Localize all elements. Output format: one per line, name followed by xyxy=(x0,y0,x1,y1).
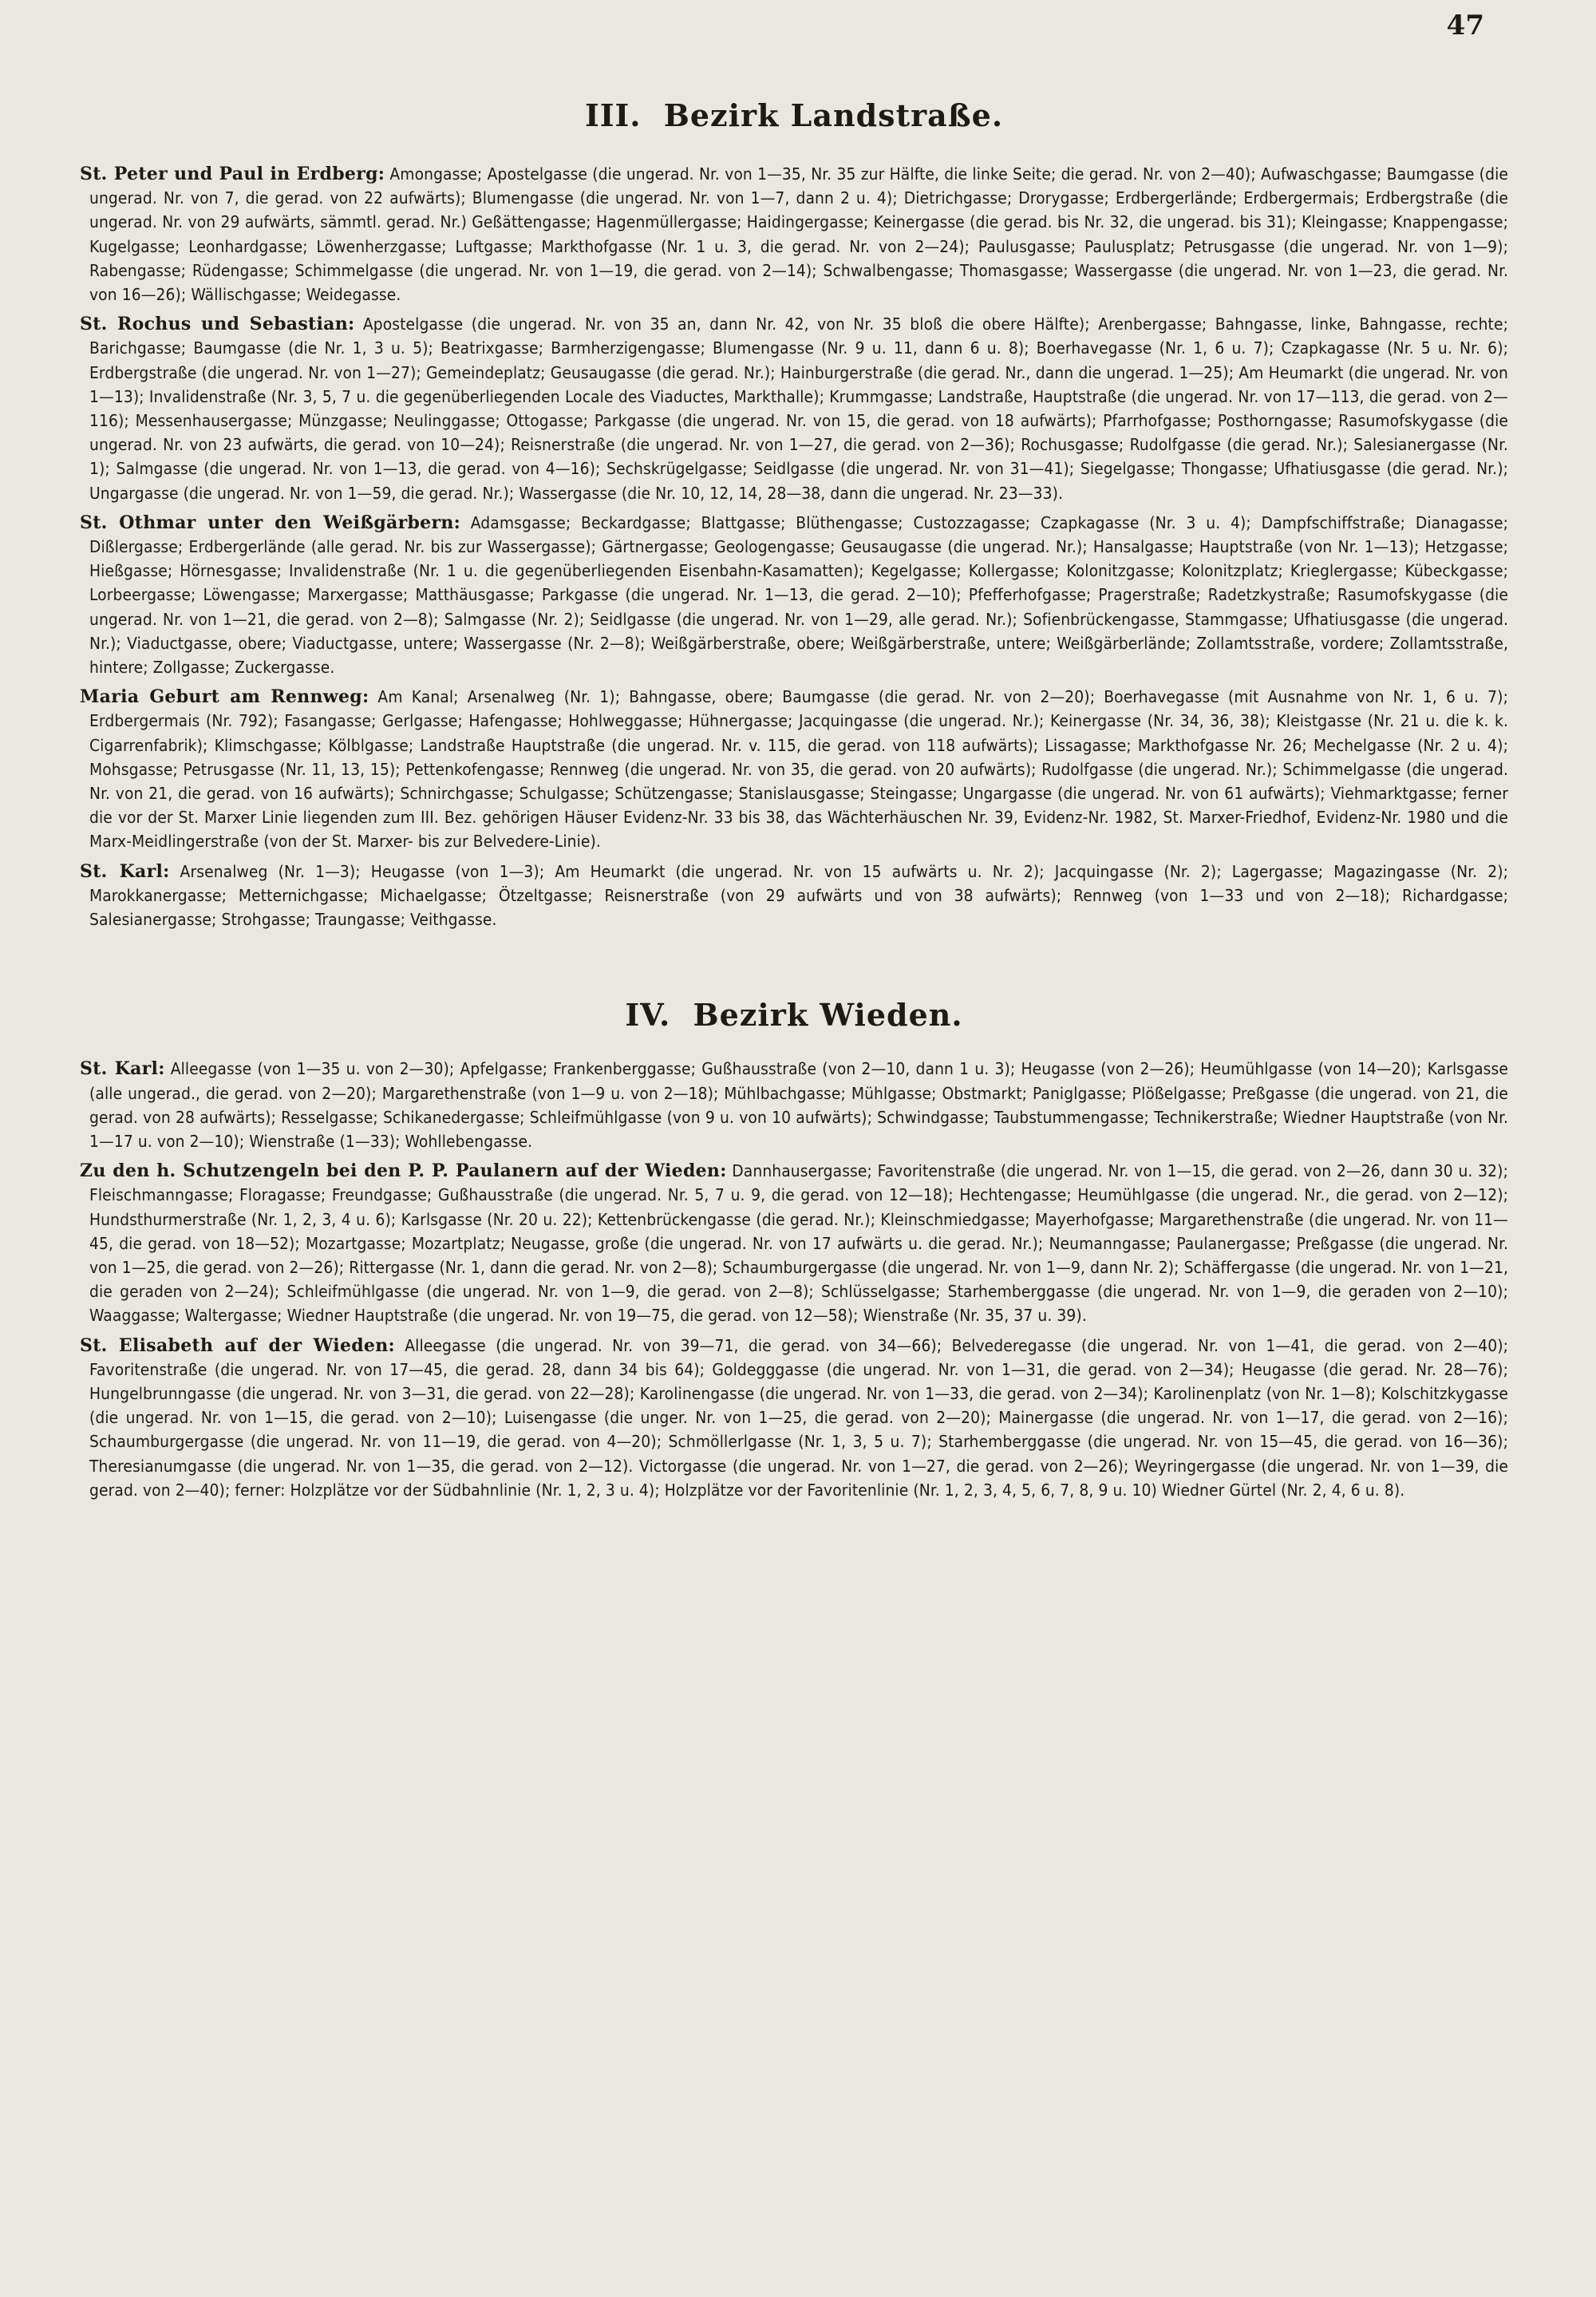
parish-name: Zu den h. Schutzengeln bei den P. P. Paulanern auf der Wieden: xyxy=(80,1160,727,1182)
parish-entry xyxy=(80,312,1508,505)
parish-entry xyxy=(80,1334,1508,1502)
parish-streets: Alleegasse (von 1—35 u. von 2—30); Apfelgasse; Frankenberggasse; Gußhausstraße (von 2—10, dann 1 u. 3); Heugasse (von 2—26); Heumühlgasse (von 14—20); Karlsgasse (alle ungerad., die gerad. von 2—20); Margarethenstraße (von 1—9 u. von 2—18); Mühlbachgasse; Mühlgasse; Obstmarkt; Paniglgasse; Plößelgasse; Preßgasse (die ungerad. von 21, die gerad. von 28 aufwärts); Resselgasse; Schikanedergasse; Schleifmühlgasse (von 9 u. von 10 aufwärts); Schwindgasse; Taubstummengasse; Technikerstraße; Wiedner Hauptstraße (von Nr. 1—17 u. von 2—10); Wienstraße (1—33); Wohllebengasse. xyxy=(89,1059,1508,1151)
parish-entry xyxy=(80,162,1508,306)
parish-entry xyxy=(80,1057,1508,1153)
parish-streets: Amongasse; Apostelgasse (die ungerad. Nr. von 1—35, Nr. 35 zur Hälfte, die linke Seite; die gerad. Nr. von 2—40); Aufwaschgasse; Baumgasse (die ungerad. Nr. von 7, die gerad. von 22 aufwärts); Blumengasse (die ungerad. Nr. von 1—7, dann 2 u. 4); Dietrichgasse; Drorygasse; Erdbergerlände; Erdbergermais; Erdbergstraße (die ungerad. Nr. von 29 aufwärts, sämmtl. gerad. Nr.) Geßättengasse; Hagenmüllergasse; Haidingergasse; Keinergasse (die gerad. bis Nr. 32, die ungerad. bis 31); Kleingasse; Knappengasse; Kugelgasse; Leonhardgasse; Löwenherzgasse; Luftgasse; Markthofgasse (Nr. 1 u. 3, die gerad. Nr. von 2—24); Paulusgasse; Paulusplatz; Petrusgasse (die ungerad. Nr. von 1—9); Rabengasse; Rüdengasse; Schimmelgasse (die ungerad. Nr. von 1—19, die gerad. von 2—14); Schwalbengasse; Thomasgasse; Wassergasse (die ungerad. Nr. von 1—23, die gerad. Nr. von 16—26); Wällischgasse; Weidegasse. xyxy=(89,164,1508,305)
parish-name: St. Peter und Paul in Erdberg: xyxy=(80,164,385,184)
parish-entry xyxy=(80,1159,1508,1327)
parish-entry xyxy=(80,685,1508,853)
parish-streets: Alleegasse (die ungerad. Nr. von 39—71, die gerad. von 34—66); Belvederegasse (die ungerad. Nr. von 1—41, die gerad. von 2—40); Favoritenstraße (die ungerad. Nr. von 17—45, die gerad. 28, dann 34 bis 64); Goldegggasse (die ungerad. Nr. von 1—31, die gerad. von 2—34); Heugasse (die gerad. Nr. 28—76); Hungelbrunngasse (die ungerad. Nr. von 3—31, die gerad. von 22—28); Karolinengasse (die ungerad. Nr. von 1—33, die gerad. von 2—34); Karolinenplatz (von Nr. 1—8); Kolschitzkygasse (die ungerad. Nr. von 1—15, die gerad. von 2—10); Luisengasse (die unger. Nr. von 1—25, die gerad. von 2—20); Mainergasse (die ungerad. Nr. von 1—17, die gerad. von 2—16); Schaumburgergasse (die ungerad. Nr. von 11—19, die gerad. von 4—20); Schmöllerlgasse (Nr. 1, 3, 5 u. 7); Starhemberggasse (die ungerad. Nr. von 15—45, die gerad. von 16—36); Theresianumgasse (die ungerad. Nr. von 1—35, die gerad. von 2—12). Victorgasse (die ungerad. Nr. von 1—27, die gerad. von 2—26); Weyringergasse (die ungerad. Nr. von 1—39, die gerad. von 2—40); ferner: Holzplätze vor der Südbahnlinie (Nr. 1, 2, 3 u. 4); Holzplätze vor der Favoritenlinie (Nr. 1, 2, 3, 4, 5, 6, 7, 8, 9 u. 10) Wiedner Gürtel (Nr. 2, 4, 6 u. 8). xyxy=(89,1335,1509,1500)
section-numeral: III. xyxy=(584,97,642,133)
page-number: 47 xyxy=(1446,10,1484,42)
section-numeral: IV. xyxy=(625,997,671,1034)
parish-name: St. Othmar unter den Weißgärbern: xyxy=(80,512,461,533)
parish-streets: Arsenalweg (Nr. 1—3); Heugasse (von 1—3); Am Heumarkt (die ungerad. Nr. von 15 aufwärts u. Nr. 2); Jacquingasse (Nr. 2); Lagergasse; Magazingasse (Nr. 2); Marokkanergasse; Metternichgasse; Michaelgasse; Ötzeltgasse; Reisnerstraße (von 29 aufwärts und von 38 aufwärts); Rennweg (von 1—33 und von 2—18); Richardgasse; Salesianergasse; Strohgasse; Traungasse; Veithgasse. xyxy=(89,861,1509,930)
section-district-3 xyxy=(80,97,1508,931)
parish-name: St. Rochus und Sebastian: xyxy=(80,314,355,335)
parish-entry xyxy=(80,511,1508,679)
parish-name: St. Elisabeth auf der Wieden: xyxy=(80,1334,395,1356)
parish-streets: Am Kanal; Arsenalweg (Nr. 1); Bahngasse, obere; Baumgasse (die gerad. Nr. von 2—20); Boerhavegasse (mit Ausnahme von Nr. 1, 6 u. 7); Erdbergermais (Nr. 792); Fasangasse; Gerlgasse; Hafengasse; Hohlweggasse; Hühnergasse; Jacquingasse (die ungerad. Nr.); Keinergasse (Nr. 34, 36, 38); Kleistgasse (Nr. 21 u. die k. k. Cigarrenfabrik); Klimschgasse; Kölblgasse; Landstraße Hauptstraße (die ungerad. Nr. v. 115, die gerad. von 118 aufwärts); Lissagasse; Markthofgasse Nr. 26; Mechelgasse (Nr. 2 u. 4); Mohsgasse; Petrusgasse (Nr. 11, 13, 15); Pettenkofengasse; Rennweg (die ungerad. Nr. von 35, die gerad. von 20 aufwärts); Rudolfgasse (die ungerad. Nr.); Schimmelgasse (die ungerad. Nr. von 21, die gerad. von 16 aufwärts); Schnirchgasse; Schulgasse; Schützengasse; Stanislausgasse; Steingasse; Ungargasse (die ungerad. Nr. von 61 aufwärts); Viehmarktgasse; ferner die vor der St. Marxer Linie liegenden zum III. Bez. gehörigen Häuser Evidenz-Nr. 33 bis 38, das Wächterhäuschen Nr. 39, Evidenz-Nr. 1982, St. Marxer-Friedhof, Evidenz-Nr. 1980 und die Marx-Meidlingerstraße (von der St. Marxer- bis zur Belvedere-Linie). xyxy=(89,687,1508,852)
section-title: Bezirk Landstraße. xyxy=(663,97,1004,133)
parish-entry xyxy=(80,860,1508,932)
section-district-4 xyxy=(80,997,1508,1502)
parish-streets: Apostelgasse (die ungerad. Nr. von 35 an, dann Nr. 42, von Nr. 35 bloß die obere Hälfte); Arenbergasse; Bahngasse, linke, Bahngasse, rechte; Barichgasse; Baumgasse (die Nr. 1, 3 u. 5); Beatrixgasse; Barmherzigengasse; Blumengasse (Nr. 9 u. 11, dann 6 u. 8); Boerhavegasse (Nr. 1, 6 u. 7); Czapkagasse (Nr. 5 u. Nr. 6); Erdbergstraße (die ungerad. Nr. von 1—27); Gemeindeplatz; Geusaugasse (die gerad. Nr.); Hainburgerstraße (die gerad. Nr., dann die ungerad. 1—25); Am Heumarkt (die ungerad. Nr. von 1—13); Invalidenstraße (Nr. 3, 5, 7 u. die gegenüberliegenden Locale des Viaductes, Markthalle); Krummgasse; Landstraße, Hauptstraße (die ungerad. Nr. von 17—113, die gerad. von 2—116); Messenhausergasse; Münzgasse; Neulinggasse; Ottogasse; Parkgasse (die ungerad. Nr. von 15, die gerad. von 18 aufwärts); Pfarrhofgasse; Posthorngasse; Rasumofskygasse (die ungerad. Nr. von 23 aufwärts, die gerad. von 10—24); Reisnerstraße (die ungerad. Nr. von 1—27, die gerad. von 2—36); Rochusgasse; Rudolfgasse (die gerad. Nr.); Salesianergasse (Nr. 1); Salmgasse (die ungerad. Nr. von 1—13, die gerad. von 4—16); Sechskrügelgasse; Seidlgasse (die ungerad. Nr. von 31—41); Siegelgasse; Thongasse; Ufhatiusgasse (die gerad. Nr.); Ungargasse (die ungerad. Nr. von 1—59, die gerad. Nr.); Wassergasse (die Nr. 10, 12, 14, 28—38, dann die ungerad. Nr. 23—33). xyxy=(89,314,1508,503)
section-heading xyxy=(80,97,1508,133)
parish-name: St. Karl: xyxy=(80,1058,165,1080)
parish-streets: Dannhausergasse; Favoritenstraße (die ungerad. Nr. von 1—15, die gerad. von 2—26, dann 30 u. 32); Fleischmanngasse; Floragasse; Freundgasse; Gußhausstraße (die ungerad. Nr. 5, 7 u. 9, die gerad. von 12—18); Hechtengasse; Heumühlgasse (die ungerad. Nr., die gerad. von 2—12); Hundsthurmerstraße (Nr. 1, 2, 3, 4 u. 6); Karlsgasse (Nr. 20 u. 22); Kettenbrückengasse (die gerad. Nr.); Kleinschmiedgasse; Mayerhofgasse; Margarethenstraße (die ungerad. Nr. von 11—45, die gerad. von 18—52); Mozartgasse; Mozartplatz; Neugasse, große (die ungerad. Nr. von 17 aufwärts u. die gerad. Nr.); Neumanngasse; Paulanergasse; Preßgasse (die ungerad. Nr. von 1—25, die gerad. von 2—26); Rittergasse (Nr. 1, dann die gerad. Nr. von 2—8); Schaumburgergasse (die ungerad. Nr. von 1—9, dann Nr. 2); Schäffergasse (die ungerad. Nr. von 1—21, die geraden von 2—24); Schleifmühlgasse (die ungerad. Nr. von 1—9, die gerad. von 2—8); Schlüsselgasse; Starhemberggasse (die ungerad. Nr. von 1—9, die geraden von 2—10); Waaggasse; Waltergasse; Wiedner Hauptstraße (die ungerad. Nr. von 19—75, die gerad. von 12—58); Wienstraße (Nr. 35, 37 u. 39). xyxy=(89,1161,1508,1326)
section-title: Bezirk Wieden. xyxy=(693,997,963,1034)
parish-name: St. Karl: xyxy=(80,860,170,882)
parish-name: Maria Geburt am Rennweg: xyxy=(80,686,369,708)
section-heading xyxy=(80,997,1508,1033)
parish-streets: Adamsgasse; Beckardgasse; Blattgasse; Blüthengasse; Custozzagasse; Czapkagasse (Nr. 3 u. 4); Dampfschiffstraße; Dianagasse; Dißlergasse; Erdbergerlände (alle gerad. Nr. bis zur Wassergasse); Gärtnergasse; Geologengasse; Geusaugasse (die ungerad. Nr.); Hansalgasse; Hauptstraße (von Nr. 1—13); Hetzgasse; Hießgasse; Hörnesgasse; Invalidenstraße (Nr. 1 u. die gegenüberliegenden Eisenbahn-Kasamatten); Kegelgasse; Kollergasse; Kolonitzgasse; Kolonitzplatz; Krieglergasse; Kübeckgasse; Lorbeergasse; Löwengasse; Marxergasse; Matthäusgasse; Parkgasse (die ungerad. Nr. 1—13, die gerad. 2—10); Pfefferhofgasse; Pragerstraße; Radetzkystraße; Rasumofskygasse (die ungerad. Nr. von 1—21, die gerad. von 2—8); Salmgasse (Nr. 2); Seidlgasse (die ungerad. Nr. von 1—29, alle gerad. Nr.); Sofienbrückengasse, Stammgasse; Ufhatiusgasse (die ungerad. Nr.); Viaductgasse, obere; Viaductgasse, untere; Wassergasse (Nr. 2—8); Weißgärberstraße, obere; Weißgärberstraße, untere; Weißgärberlände; Zollamtsstraße, vordere; Zollamtsstraße, hintere; Zollgasse; Zuckergasse. xyxy=(89,512,1509,678)
